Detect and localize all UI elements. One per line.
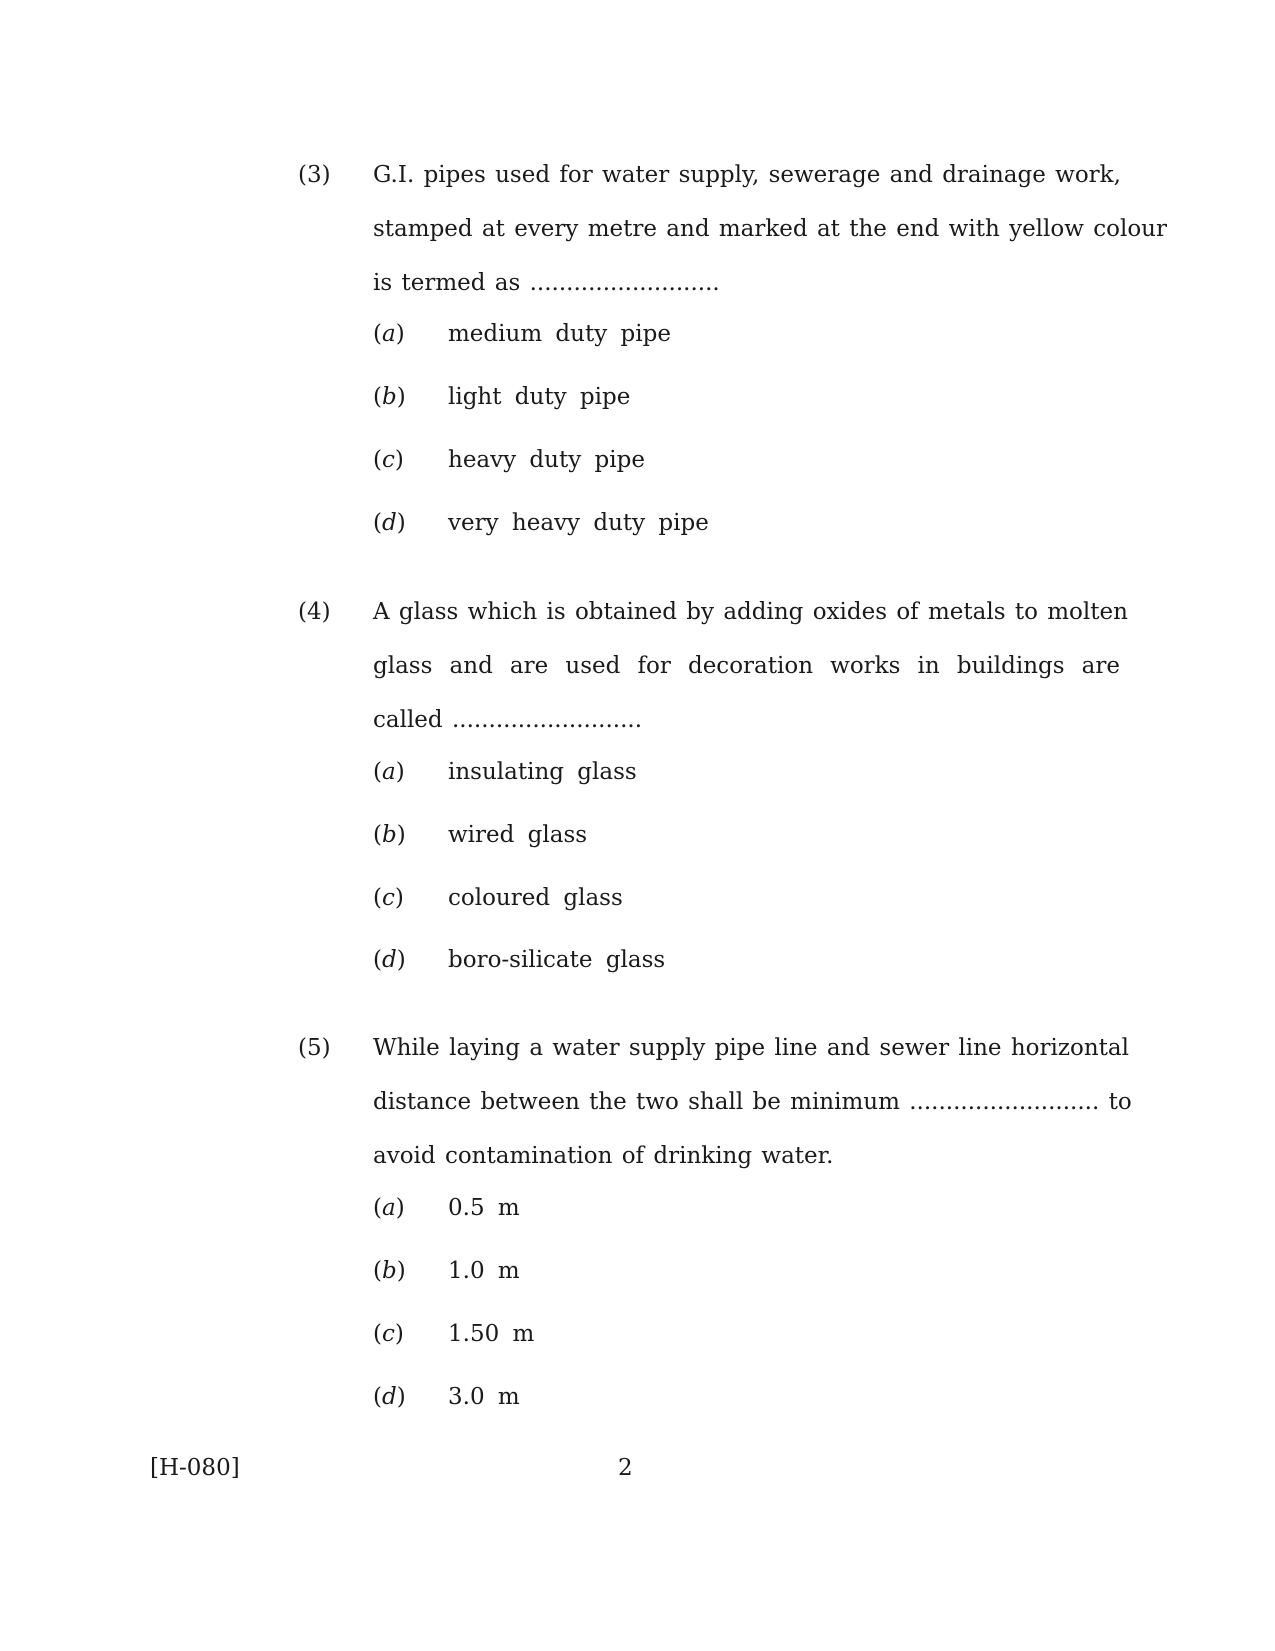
option-text: 0.5 m [448,1195,520,1221]
question-line: glass and are used for decoration works in buildings are [373,653,1120,679]
option-text: wired glass [448,822,588,848]
option-text: very heavy duty pipe [448,510,709,536]
question-number: (3) [298,162,331,188]
option-text: medium duty pipe [448,321,671,347]
question-text [373,585,1128,747]
option-text: boro-silicate glass [448,947,666,973]
option-text: 1.0 m [448,1258,520,1284]
option-label: d [381,947,397,973]
option-label: b [381,1258,397,1284]
option-text: 3.0 m [448,1384,520,1410]
page-number: 2 [618,1455,633,1481]
question-text [373,1021,1132,1183]
option-label: d [381,510,397,536]
exam-page: (3) G.I. pipes used for water supply, sewerage and drainage work, stamped at every metre and marked at the end with yellow colour is termed as .......................... (a) medium duty pipe (b) light duty pipe (c) heavy duty pipe (d) very heavy duty pipe (4) A glass which is obtained by adding oxides of metals to molten glass and are used for decoration works in buildings are called .......................... (a) insulating glass (b) wired glass (c) coloured glass (d) boro-silicate glass (5) While laying a water supply pipe line and sewer line horizontal distance between the two shall be minimum .......................... to avoid contamination of drinking water. (a) 0.5 m (b) 1.0 m (c) 1.50 m (d) 3.0 m [H-080] 2 [0,0,1275,1651]
option-text: insulating glass [448,759,637,785]
option-label: b [381,384,397,410]
option-label: d [381,1384,397,1410]
question-line: called .......................... [373,707,643,733]
question-line: G.I. pipes used for water supply, sewerage and drainage work, [373,162,1121,188]
question-line: is termed as .......................... [373,270,720,296]
option-label: a [381,759,396,785]
option-label: c [381,885,395,911]
option-text: coloured glass [448,885,623,911]
question-line: avoid contamination of drinking water. [373,1143,834,1169]
question-line: stamped at every metre and marked at the end with yellow colour [373,216,1167,242]
option-text: heavy duty pipe [448,447,645,473]
option-text: 1.50 m [448,1321,535,1347]
question-number: (5) [298,1035,331,1061]
question-number: (4) [298,599,331,625]
question-line: While laying a water supply pipe line and sewer line horizontal [373,1035,1129,1061]
option-label: c [381,447,395,473]
paper-code: [H-080] [150,1455,240,1481]
question-text [373,148,1167,310]
option-label: a [381,321,396,347]
option-label: c [381,1321,395,1347]
option-label: b [381,822,397,848]
option-text: light duty pipe [448,384,631,410]
question-line: A glass which is obtained by adding oxides of metals to molten [373,599,1128,625]
question-line: distance between the two shall be minimum .......................... to [373,1089,1132,1115]
option-label: a [381,1195,396,1221]
